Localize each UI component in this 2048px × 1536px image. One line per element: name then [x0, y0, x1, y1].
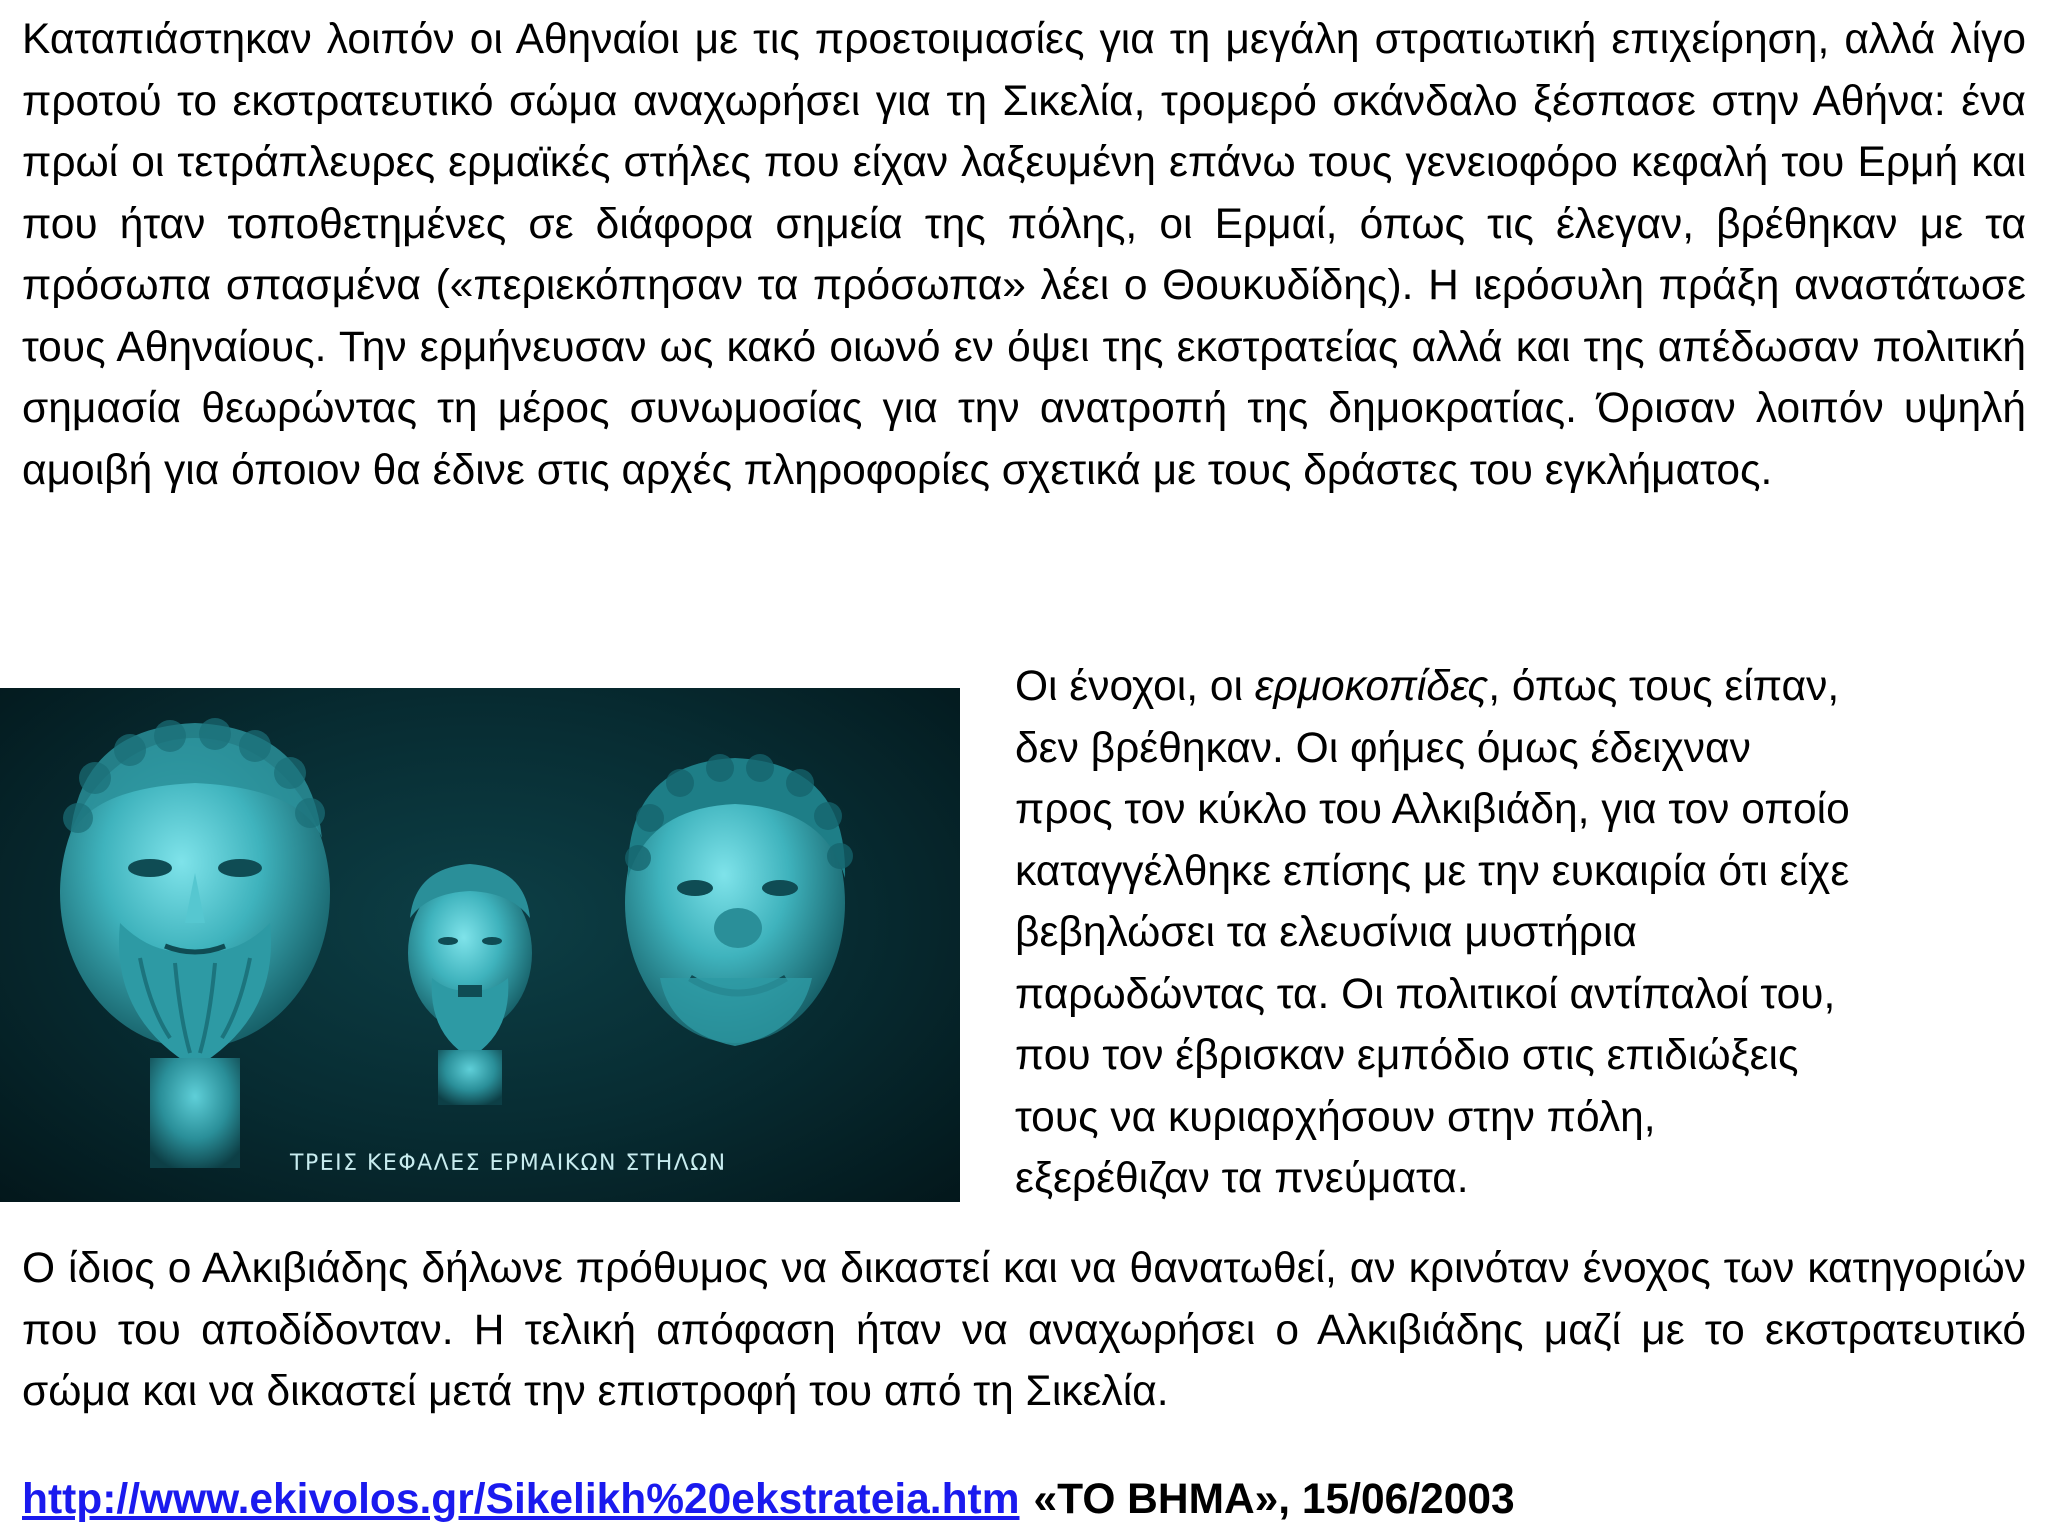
side-line-1: Οι ένοχοι, οι ερμοκοπίδες, όπως τους είπαν, — [1015, 663, 1840, 710]
emphasized-term: ερμοκοπίδες — [1254, 663, 1489, 710]
middle-herm-head — [408, 864, 532, 1105]
intro-paragraph: Καταπιάστηκαν λοιπόν οι Αθηναίοι με τις προετοιμασίες για τη μεγάλη στρατιωτική επιχείρηση, αλλά λίγο προτού το εκστρατευτικό σώμα αναχωρήσει για τη Σικελία, τρομερό σκάνδαλο ξέσπασε στην Αθήνα: ένα πρωί οι τετράπλευρες ερμαϊκές στήλες που είχαν λαξευμένη επάνω τους γενειοφόρο κεφαλή του Ερμή και που ήταν τοποθετημένες σε διάφορα σημεία της πόλης, οι Ερμαί, όπως τις έλεγαν, βρέθηκαν με τα πρόσωπα σπασμένα («περιεκόπησαν τα πρόσωπα» λέει ο Θουκυδίδης). Η ιερόσυλη πράξη αναστάτωσε τους Αθηναίους. Την ερμήνευσαν ως κακό οιωνό εν όψει της εκστρατείας αλλά και της απέδωσαν πολιτική σημασία θεωρώντας τη μέρος συνωμοσίας για την ανατροπή της δημοκρατίας. Όρισαν λοιπόν υψηλή αμοιβή για όποιον θα έδινε στις αρχές πληροφορίες σχετικά με τους δράστες του εγκλήματος. — [22, 16, 2026, 494]
source-reference: «ΤΟ ΒΗΜΑ», 15/06/2003 — [1033, 1476, 1515, 1523]
source-citation — [22, 1474, 1515, 1526]
right-herm-head — [625, 754, 853, 1046]
side-line: εξερέθιζαν τα πνεύματα. — [1015, 1155, 1469, 1202]
left-herm-head — [60, 718, 330, 1168]
side-line: καταγγέλθηκε επίσης με την ευκαιρία ότι είχε — [1015, 847, 1850, 895]
side-line: τους να κυριαρχήσουν στην πόλη, — [1015, 1093, 1656, 1141]
side-line: βεβηλώσει τα ελευσίνια μυστήρια — [1015, 909, 1637, 956]
side-line: παρωδώντας τα. Οι πολιτικοί αντίπαλοί του, — [1015, 970, 1836, 1018]
hermai-heads-image — [0, 688, 960, 1202]
side-line: προς τον κύκλο του Αλκιβιάδη, για τον οποίο — [1015, 786, 1850, 833]
side-line: που τον έβρισκαν εμπόδιο στις επιδιώξεις — [1015, 1032, 1799, 1079]
side-line: δεν βρέθηκαν. Οι φήμες όμως έδειχναν — [1015, 724, 1751, 772]
source-link[interactable]: http://www.ekivolos.gr/Sikelikh%20ekstrateia.htm — [22, 1476, 1020, 1523]
side-paragraph — [1015, 656, 2035, 1210]
image-caption: ΤΡΕΙΣ ΚΕΦΑΛΕΣ ΕΡΜΑΙΚΩΝ ΣΤΗΛΩΝ — [290, 1151, 727, 1176]
closing-paragraph: Ο ίδιος ο Αλκιβιάδης δήλωνε πρόθυμος να δικαστεί και να θανατωθεί, αν κρινόταν ένοχος των κατηγοριών που του αποδίδονταν. Η τελική απόφαση ήταν να αναχωρήσει ο Αλκιβιάδης μαζί με το εκστρατευτικό σώμα και να δικαστεί μετά την επιστροφή του από τη Σικελία. — [22, 1245, 2026, 1415]
